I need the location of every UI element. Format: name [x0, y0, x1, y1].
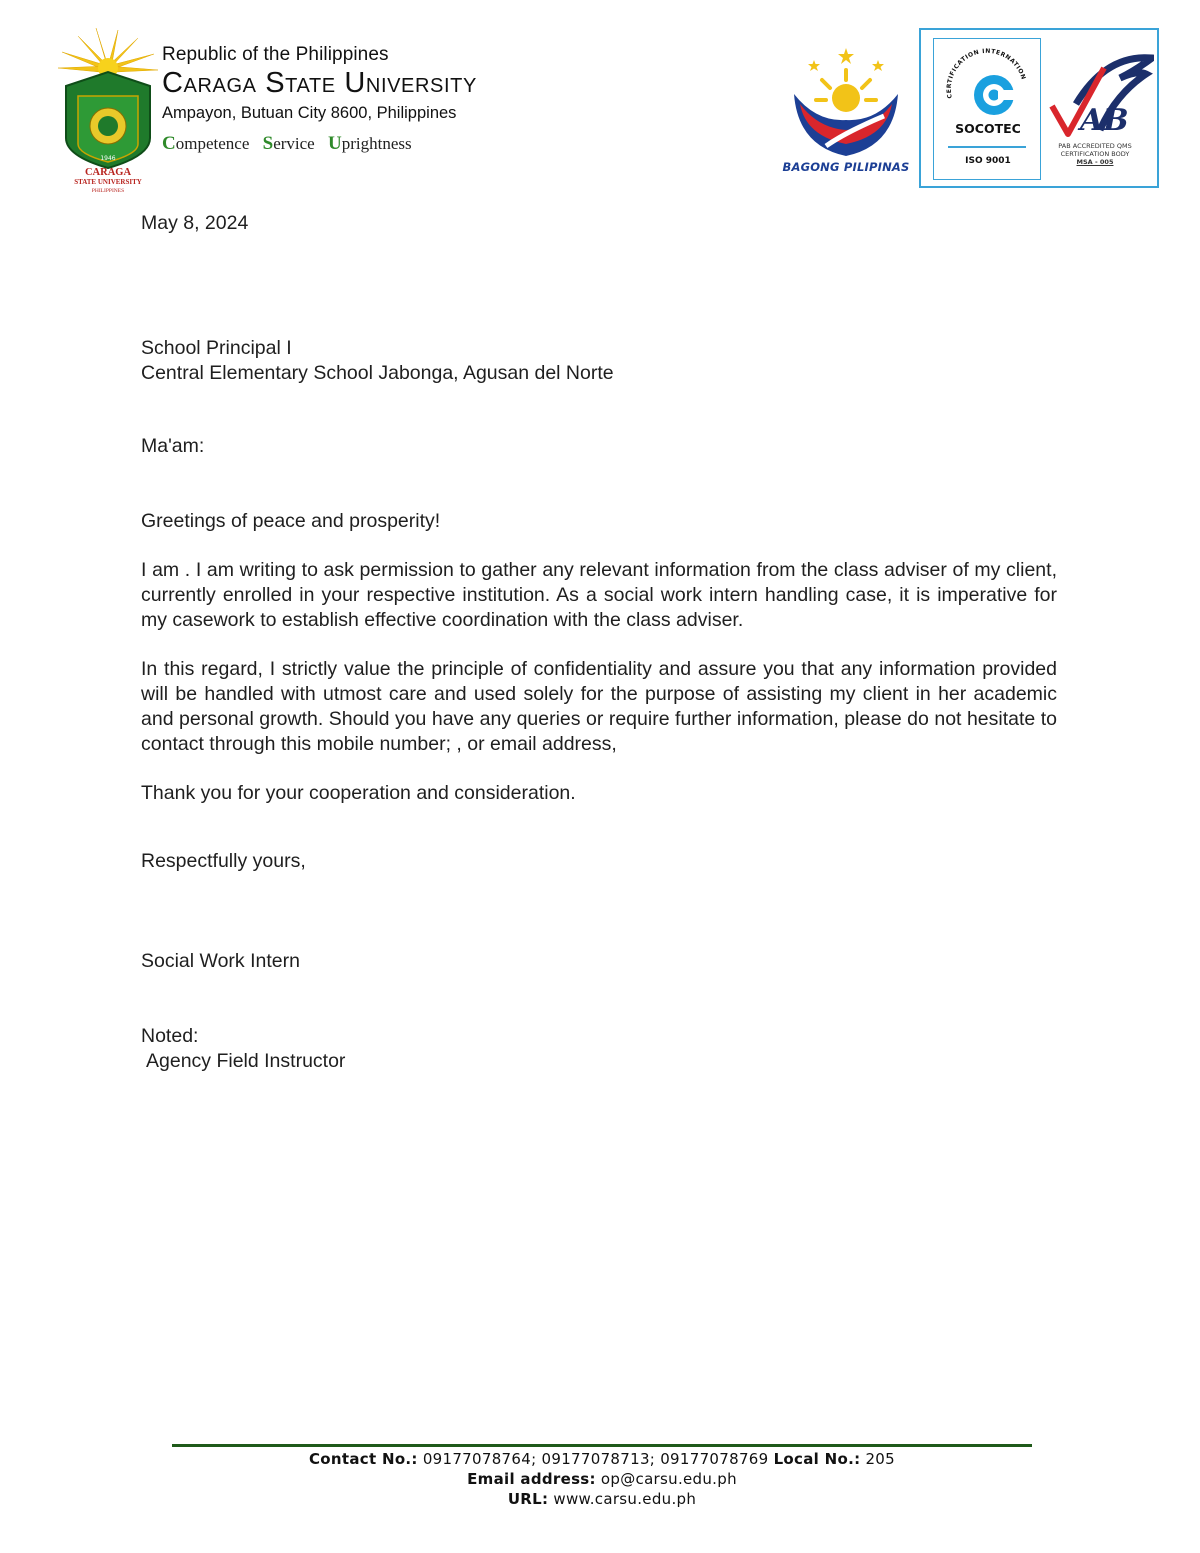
body-paragraph-1: I am . I am writing to ask permission to gather any relevant information from the class adviser of my client, currently enrolled in your respective institution. As a social work intern handling case, it is imperative for my casework to establish effective coordination with the class adviser. — [141, 559, 1057, 631]
seal-philippines: PHILIPPINES — [91, 188, 125, 194]
email-label: Email address: — [467, 1470, 596, 1488]
motto-rest: prightness — [341, 134, 412, 153]
recipient-block — [141, 336, 1057, 386]
local-label: Local No.: — [773, 1450, 861, 1468]
iso-label: ISO 9001 — [965, 156, 1011, 166]
footer-divider — [172, 1444, 1032, 1447]
footer-email — [172, 1470, 1032, 1488]
socotec-name: SOCOTEC — [955, 121, 1021, 136]
noted-label: Noted: — [141, 1025, 199, 1047]
university-name: Caraga State University — [162, 67, 477, 99]
contact-numbers: 09177078764; 09177078713; 09177078769 — [422, 1450, 769, 1468]
motto-initial: U — [327, 133, 342, 154]
footer-url — [172, 1490, 1032, 1508]
motto-word — [263, 134, 315, 153]
university-header — [162, 44, 477, 155]
contact-label: Contact No.: — [309, 1450, 418, 1468]
pab-caption — [1046, 142, 1144, 166]
pab-logo — [1046, 44, 1154, 140]
greeting: Greetings of peace and prosperity! — [141, 510, 441, 532]
website-link[interactable]: www.carsu.edu.ph — [553, 1490, 697, 1508]
pab-code: MSA - 005 — [1076, 158, 1114, 166]
seal-caraga: CARAGA — [84, 167, 132, 178]
socotec-logo — [934, 40, 1040, 102]
thank-you-line: Thank you for your cooperation and consideration. — [141, 782, 576, 804]
motto-rest: ervice — [273, 134, 315, 153]
noted-title: Agency Field Instructor — [146, 1050, 346, 1072]
motto-initial: S — [262, 133, 274, 154]
motto-word — [162, 134, 249, 153]
seal-year: 1946 — [100, 155, 116, 162]
recipient-school: Central Elementary School Jabonga, Agusan del Norte — [141, 362, 614, 384]
recipient-title: School Principal I — [141, 337, 292, 359]
university-address: Ampayon, Butuan City 8600, Philippines — [162, 104, 457, 122]
complimentary-close: Respectfully yours, — [141, 850, 306, 872]
footer-contact — [172, 1450, 1032, 1468]
email-link[interactable]: op@carsu.edu.ph — [600, 1470, 737, 1488]
motto-initial: C — [162, 133, 176, 154]
pab-mark-text: AB — [1080, 103, 1129, 138]
letter-date: May 8, 2024 — [141, 212, 249, 234]
salutation: Ma'am: — [141, 435, 205, 457]
university-motto — [162, 133, 477, 155]
seal-state-university: STATE UNIVERSITY — [74, 178, 142, 186]
body-paragraph-2: In this regard, I strictly value the principle of confidentiality and assure you that any information provided will be handled with utmost care and used solely for the purpose of assisting my client in her academic and personal growth. Should you have any queries or require further information, please do not hesitate to contact through this mobile number; , or email address, — [141, 658, 1057, 755]
republic-label: Republic of the Philippines — [162, 44, 389, 65]
motto-rest: ompetence — [175, 134, 250, 153]
bagong-pilipinas-logo — [776, 46, 916, 178]
socotec-ring-text: CERTIFICATION INTERNATION — [945, 47, 1027, 99]
pab-line-2: CERTIFICATION BODY — [1060, 150, 1130, 158]
pab-line-1: PAB ACCREDITED QMS — [1058, 142, 1132, 150]
socotec-divider — [948, 146, 1026, 148]
url-label: URL: — [507, 1490, 549, 1508]
university-seal-logo — [56, 26, 160, 196]
bagong-pilipinas-label: BAGONG PILIPINAS — [782, 160, 910, 174]
local-number: 205 — [865, 1450, 895, 1468]
motto-word — [328, 134, 412, 153]
signatory-title: Social Work Intern — [141, 950, 300, 972]
